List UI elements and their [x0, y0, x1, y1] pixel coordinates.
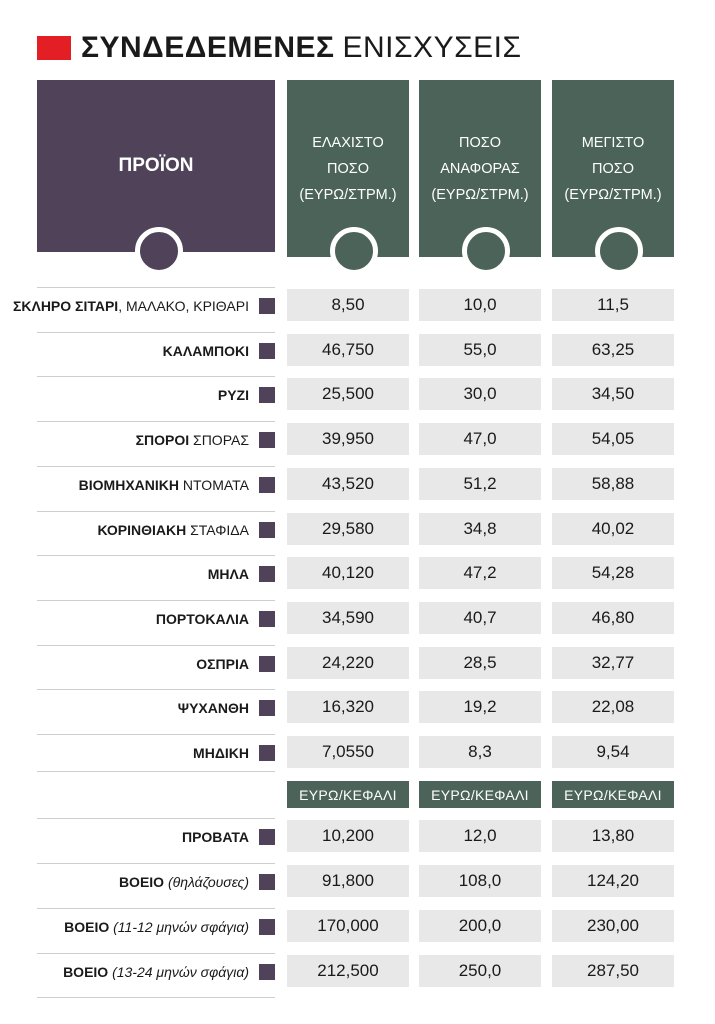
product-name-rest: ΣΠΟΡΑΣ [189, 432, 249, 449]
table-cell-max: 230,00 [552, 910, 674, 942]
table-cell-ref: 12,0 [419, 820, 541, 852]
product-name [64, 919, 249, 935]
square-bullet-icon [259, 964, 275, 980]
table-cell-max: 34,50 [552, 378, 674, 410]
header-max-line-3: (ΕΥΡΩ/ΣΤΡΜ.) [564, 186, 662, 203]
table-row-label [37, 645, 275, 682]
table-cell-min: 39,950 [287, 423, 409, 455]
product-name-bold: ΚΟΡΙΝΘΙΑΚΗ [97, 521, 187, 538]
table-cell-max: 11,5 [552, 289, 674, 321]
square-bullet-icon [259, 656, 275, 672]
product-name-bold: ΠΡΟΒΑΤΑ [181, 829, 249, 845]
circle-icon [330, 227, 378, 275]
product-name-rest: ΝΤΟΜΑΤΑ [179, 476, 249, 493]
table-cell-ref: 47,2 [419, 557, 541, 589]
square-bullet-icon [259, 298, 275, 314]
product-name-bold: ΣΠΟΡΟΙ [135, 432, 190, 449]
table-cell-min: 24,220 [287, 647, 409, 679]
table-cell-ref: 28,5 [419, 647, 541, 679]
table-cell-ref: 55,0 [419, 334, 541, 366]
square-bullet-icon [259, 700, 275, 716]
square-bullet-icon [259, 874, 275, 890]
header-max-line-2: ΠΟΣΟ [592, 160, 634, 177]
table-cell-min: 25,500 [287, 378, 409, 410]
product-name [97, 522, 249, 538]
table-cell-max: 22,08 [552, 691, 674, 723]
table-cell-ref: 40,7 [419, 602, 541, 634]
title-bold: ΣΥΝΔΕΔΕΜΕΝΕΣ [81, 31, 335, 64]
table-cell-min: 10,200 [287, 820, 409, 852]
square-bullet-icon [259, 387, 275, 403]
square-bullet-icon [259, 343, 275, 359]
product-name [208, 566, 249, 582]
table-cell-max: 9,54 [552, 736, 674, 768]
unit-head-ref: ΕΥΡΩ/ΚΕΦΑΛΙ [419, 781, 541, 808]
divider [37, 997, 275, 998]
table-cell-ref: 30,0 [419, 378, 541, 410]
product-name [13, 298, 249, 314]
product-name [63, 964, 249, 980]
table-cell-ref: 51,2 [419, 468, 541, 500]
table-row-label [37, 734, 275, 771]
product-name-bold: ΜΗΔΙΚΗ [193, 745, 249, 761]
circle-icon [462, 227, 510, 275]
product-name-bold: ΡΥΖΙ [217, 387, 249, 404]
product-name-rest: (11-12 μηνών σφάγια) [109, 919, 249, 935]
table-cell-min: 7,0550 [287, 736, 409, 768]
product-name-bold: ΠΟΡΤΟΚΑΛΙΑ [155, 610, 249, 627]
header-min-line-2: ΠΟΣΟ [327, 160, 369, 177]
table-cell-ref: 108,0 [419, 865, 541, 897]
product-name-bold: ΟΣΠΡΙΑ [196, 655, 249, 672]
table-cell-ref: 19,2 [419, 691, 541, 723]
table-cell-max: 58,88 [552, 468, 674, 500]
square-bullet-icon [259, 745, 275, 761]
table-cell-min: 43,520 [287, 468, 409, 500]
table-cell-max: 32,77 [552, 647, 674, 679]
product-name [119, 874, 249, 890]
header-min-line-1: ΕΛΑΧΙΣΤΟ [312, 134, 384, 151]
table-cell-min: 29,580 [287, 513, 409, 545]
table-cell-min: 46,750 [287, 334, 409, 366]
square-bullet-icon [259, 432, 275, 448]
table-cell-ref: 10,0 [419, 289, 541, 321]
table-row-label [37, 376, 275, 413]
product-name-bold: ΚΑΛΑΜΠΟΚΙ [162, 342, 249, 359]
table-cell-min: 8,50 [287, 289, 409, 321]
table-cell-max: 13,80 [552, 820, 674, 852]
product-name [156, 611, 249, 627]
table-cell-min: 91,800 [287, 865, 409, 897]
table-cell-max: 287,50 [552, 955, 674, 987]
table-row-label [37, 600, 275, 637]
unit-head-min: ΕΥΡΩ/ΚΕΦΑΛΙ [287, 781, 409, 808]
square-bullet-icon [259, 919, 275, 935]
table-row-label [37, 953, 275, 990]
table-cell-min: 40,120 [287, 557, 409, 589]
table-row-label [37, 421, 275, 458]
product-name-bold: ΒΟΕΙΟ [118, 874, 165, 890]
table-row-label [37, 332, 275, 369]
table-cell-min: 212,500 [287, 955, 409, 987]
table-row-label [37, 555, 275, 592]
product-name [193, 745, 249, 761]
table-cell-max: 54,28 [552, 557, 674, 589]
header-ref-line-1: ΠΟΣΟ [459, 134, 501, 151]
product-name-rest: (θηλάζουσες) [164, 874, 249, 890]
header-min-line-3: (ΕΥΡΩ/ΣΤΡΜ.) [299, 186, 397, 203]
divider [37, 771, 275, 772]
table-row-label [12, 287, 275, 324]
table-row-label [37, 863, 275, 900]
table-cell-ref: 34,8 [419, 513, 541, 545]
square-bullet-icon [259, 611, 275, 627]
square-bullet-icon [259, 477, 275, 493]
square-bullet-icon [259, 829, 275, 845]
header-max-line-1: ΜΕΓΙΣΤΟ [581, 134, 645, 151]
product-name [136, 432, 249, 448]
header-ref-line-3: (ΕΥΡΩ/ΣΤΡΜ.) [431, 186, 529, 203]
product-name-bold: ΒΟΕΙΟ [63, 964, 109, 980]
table-cell-ref: 8,3 [419, 736, 541, 768]
product-name [178, 700, 249, 716]
product-name-bold: ΨΥΧΑΝΘΗ [177, 700, 249, 717]
title-light: ΕΝΙΣΧΥΣΕΙΣ [342, 31, 522, 64]
product-name-rest: , ΜΑΛΑΚΟ, ΚΡΙΘΑΡΙ [118, 298, 249, 314]
table-cell-max: 46,80 [552, 602, 674, 634]
table-cell-ref: 200,0 [419, 910, 541, 942]
table-cell-max: 54,05 [552, 423, 674, 455]
table-cell-ref: 250,0 [419, 955, 541, 987]
table-row-label [37, 511, 275, 548]
table-row-label [37, 818, 275, 855]
table-row-label [37, 908, 275, 945]
table-cell-min: 16,320 [287, 691, 409, 723]
page-title [37, 28, 522, 68]
circle-icon [135, 227, 183, 275]
header-product-label: ΠΡΟΪΟΝ [118, 155, 194, 176]
table-row-label [37, 466, 275, 503]
product-name [218, 387, 249, 403]
product-name [163, 343, 249, 359]
table-cell-min: 170,000 [287, 910, 409, 942]
product-name-bold: ΒΟΕΙΟ [64, 919, 110, 935]
table-cell-ref: 47,0 [419, 423, 541, 455]
table-cell-max: 124,20 [552, 865, 674, 897]
square-bullet-icon [259, 566, 275, 582]
circle-icon [595, 227, 643, 275]
table-cell-max: 63,25 [552, 334, 674, 366]
product-name [182, 829, 249, 845]
product-name [196, 656, 249, 672]
table-cell-min: 34,590 [287, 602, 409, 634]
header-ref-line-2: ΑΝΑΦΟΡΑΣ [440, 160, 520, 177]
product-name-bold: ΒΙΟΜΗΧΑΝΙΚΗ [78, 476, 179, 493]
product-name [79, 477, 249, 493]
red-square-icon [37, 36, 71, 60]
product-name-rest: (13-24 μηνών σφάγια) [108, 964, 249, 980]
table-cell-max: 40,02 [552, 513, 674, 545]
table-row-label [37, 689, 275, 726]
product-name-bold: ΜΗΛΑ [207, 566, 249, 583]
unit-head-max: ΕΥΡΩ/ΚΕΦΑΛΙ [552, 781, 674, 808]
product-name-rest: ΣΤΑΦΙΔΑ [186, 521, 249, 538]
square-bullet-icon [259, 522, 275, 538]
product-name-bold: ΣΚΛΗΡΟ ΣΙΤΑΡΙ [12, 298, 119, 314]
